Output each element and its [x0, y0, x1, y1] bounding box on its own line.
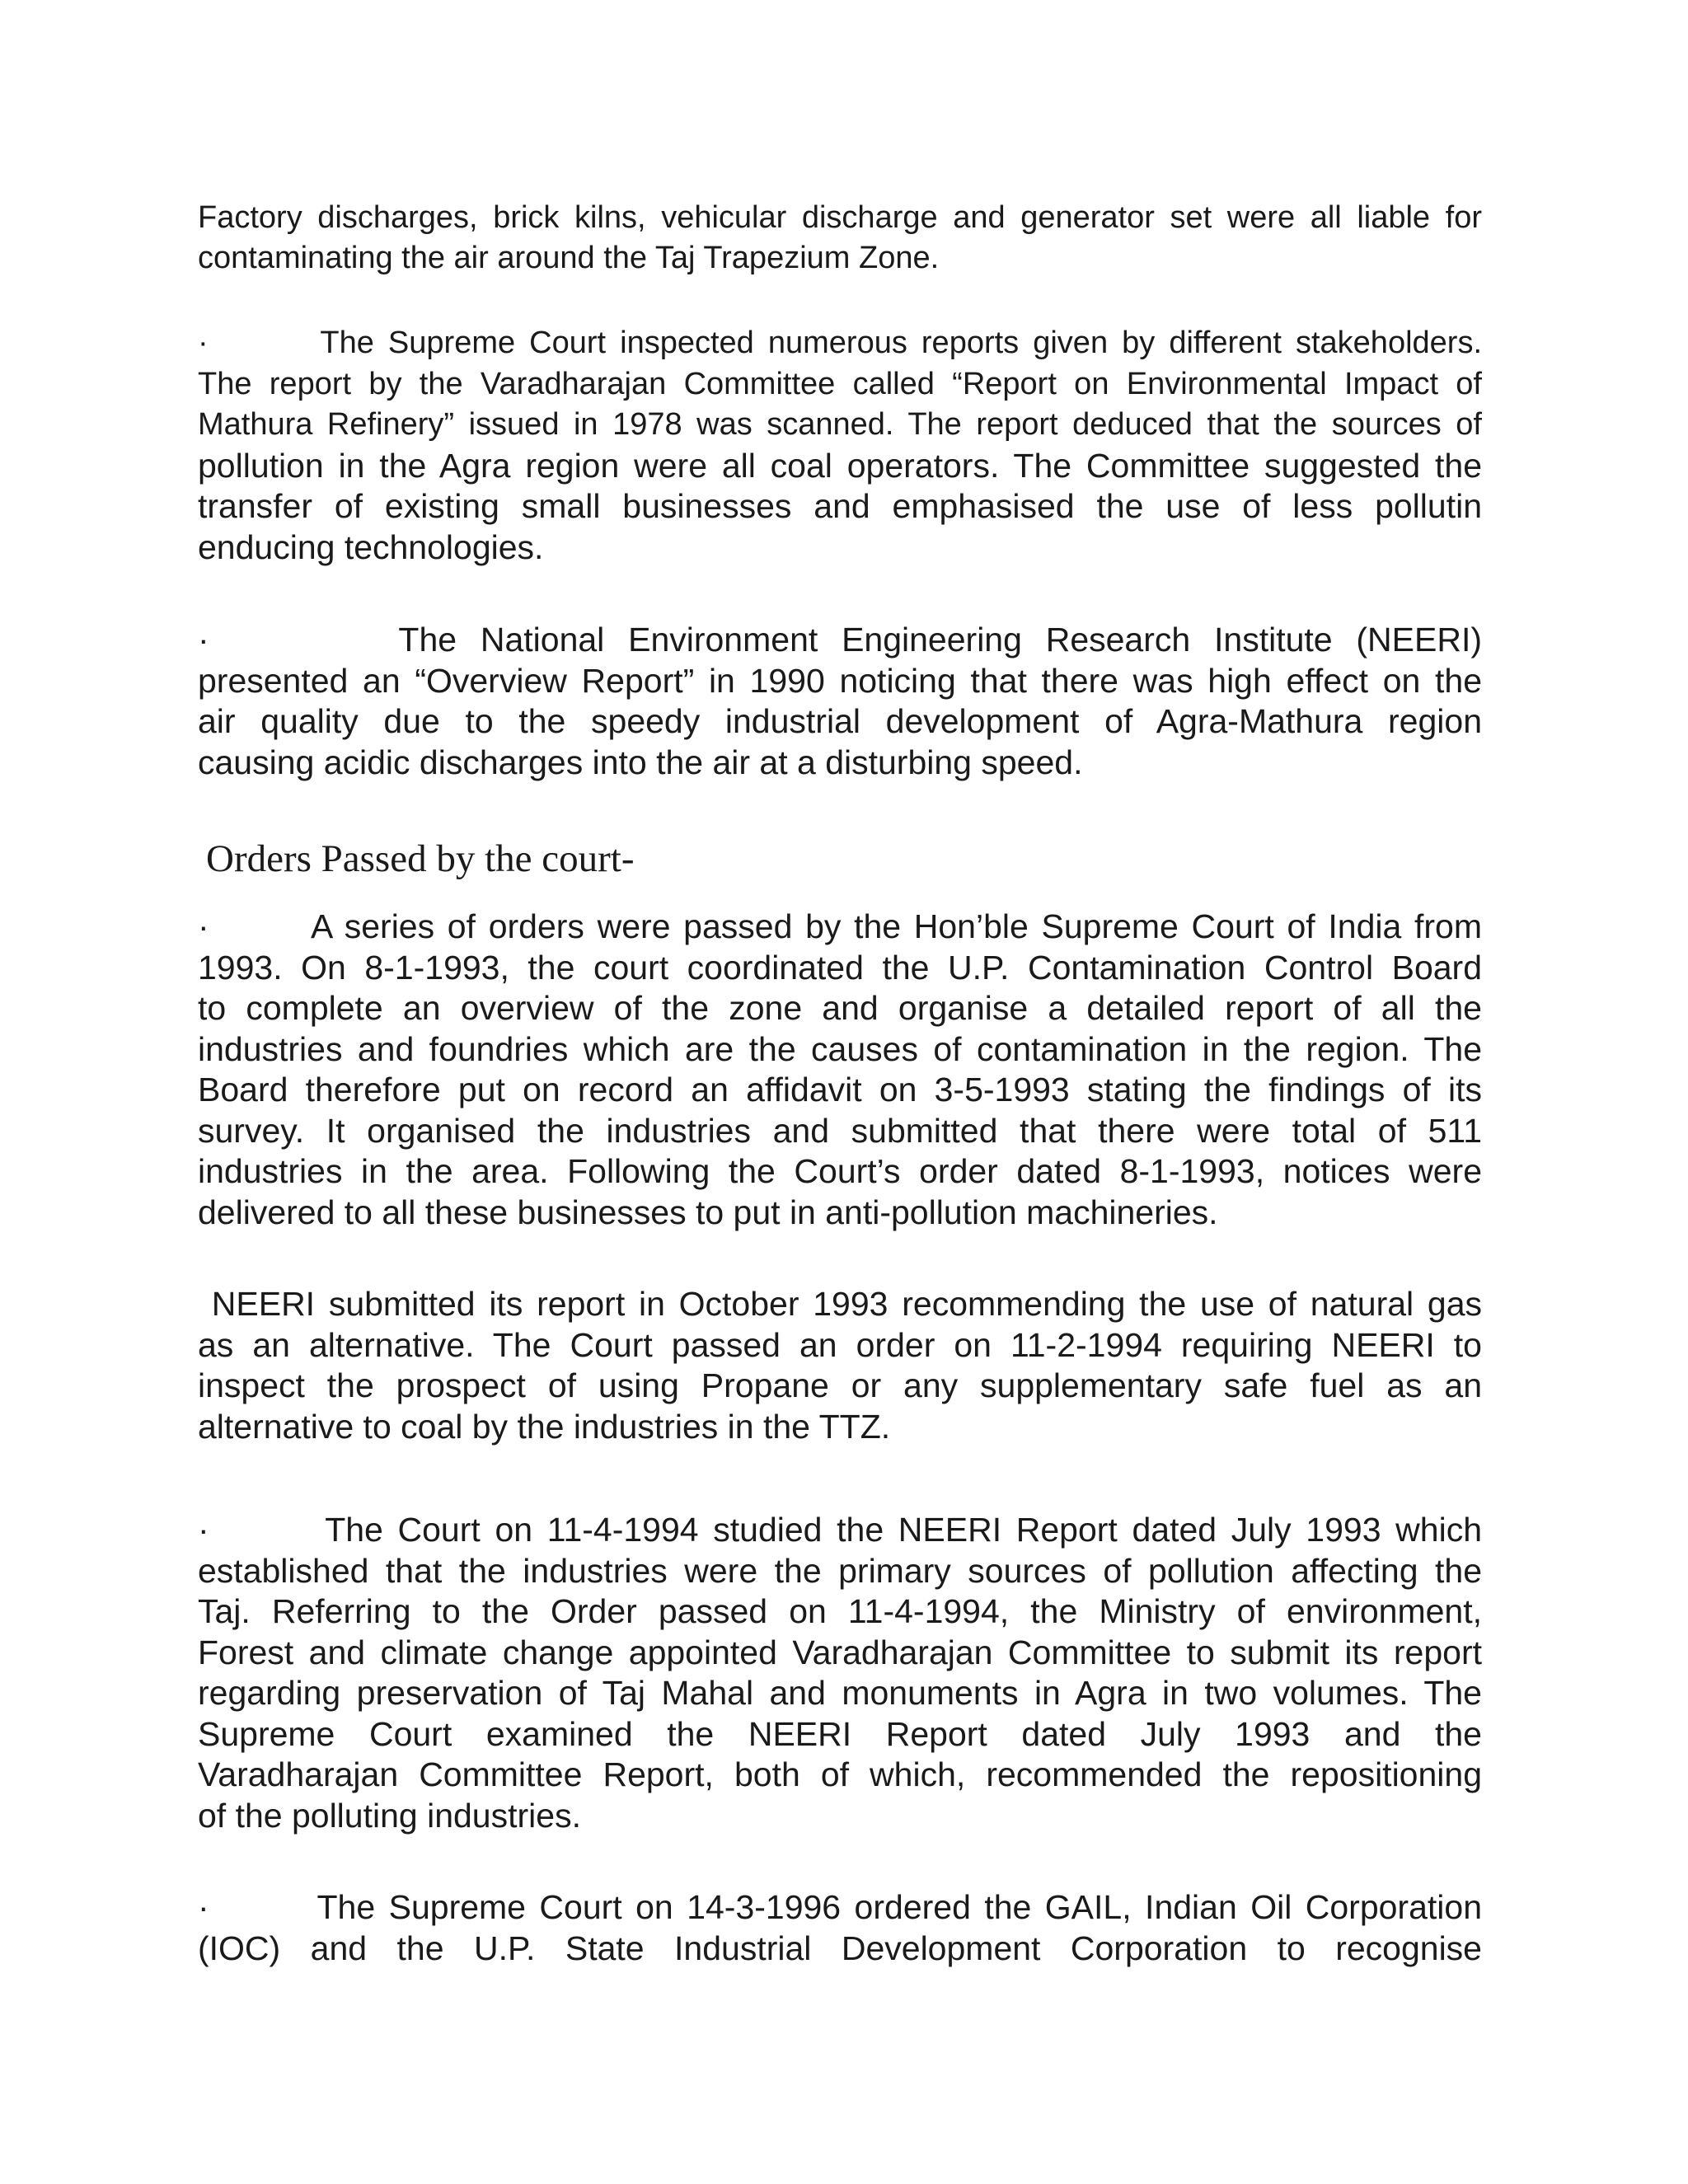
text-line: causing acidic discharges into the air at a disturbing speed.: [198, 743, 1083, 781]
paragraph-neeri-natural-gas: [198, 1284, 1482, 1447]
text-line: Supreme Court examined the NEERI Report dated July 1993 and the: [198, 1714, 1482, 1753]
text-line: presented an “Overview Report” in 1990 noticing that there was high effect on the: [198, 661, 1482, 700]
paragraph-orders-series: [198, 907, 1482, 1233]
paragraph-court-1994: [198, 1510, 1482, 1836]
text-line: 1993. On 8-1-1993, the court coordinated the U.P. Contamination Control Board: [198, 948, 1482, 987]
text-line: enducing technologies.: [198, 527, 544, 566]
text-line: air quality due to the speedy industrial development of Agra-Mathura region: [198, 702, 1482, 740]
text-line: established that the industries were the primary sources of pollution affecting the: [198, 1551, 1482, 1590]
text-line: of the polluting industries.: [198, 1796, 581, 1835]
text-line: NEERI submitted its report in October 1993 recommending the use of natural gas: [198, 1285, 1482, 1323]
paragraph-court-1996: [198, 1887, 1482, 1969]
paragraph-intro: [198, 198, 1482, 279]
text-line: pollution in the Agra region were all coal operators. The Committee suggested the: [198, 446, 1482, 485]
text-line: to complete an overview of the zone and organise a detailed report of all the: [198, 989, 1482, 1027]
text-line: Factory discharges, brick kilns, vehicular discharge and generator set were all liable for: [198, 200, 1482, 235]
text-line: industries and foundries which are the causes of contamination in the region. The: [198, 1029, 1482, 1068]
text-line: Mathura Refinery” issued in 1978 was scanned. The report deduced that the sources of: [198, 407, 1482, 442]
text-line: · The Supreme Court inspected numerous reports given by different stakeholders.: [198, 326, 1482, 360]
text-line: survey. It organised the industries and submitted that there were total of 511: [198, 1111, 1482, 1150]
text-line: industries in the area. Following the Court’s order dated 8-1-1993, notices were: [198, 1152, 1482, 1190]
text-line: alternative to coal by the industries in the TTZ.: [198, 1407, 891, 1446]
text-line: delivered to all these businesses to put in anti-pollution machineries.: [198, 1193, 1218, 1231]
text-line: · The Court on 11-4-1994 studied the NEERI Report dated July 1993 which: [198, 1511, 1482, 1549]
text-line: Board therefore put on record an affidavit on 3-5-1993 stating the findings of its: [198, 1071, 1482, 1108]
text-line: Forest and climate change appointed Varadharajan Committee to submit its report: [198, 1633, 1482, 1671]
text-line: as an alternative. The Court passed an order on 11-2-1994 requiring NEERI to: [198, 1325, 1482, 1364]
text-line: Taj. Referring to the Order passed on 11-4-1994, the Ministry of environment,: [198, 1592, 1482, 1630]
paragraph-neeri-overview: [198, 620, 1482, 783]
text-line: · The Supreme Court on 14-3-1996 ordered the GAIL, Indian Oil Corporation: [198, 1888, 1482, 1926]
text-line: inspect the prospect of using Propane or any supplementary safe fuel as an: [198, 1366, 1482, 1404]
paragraph-varadharajan-report: [198, 323, 1482, 568]
text-line: Varadharajan Committee Report, both of which, recommended the repositioning: [198, 1755, 1482, 1793]
text-line: · The National Environment Engineering Research Institute (NEERI): [198, 621, 1482, 658]
text-line: regarding preservation of Taj Mahal and monuments in Agra in two volumes. The: [198, 1674, 1482, 1712]
text-line: (IOC) and the U.P. State Industrial Development Corporation to recognise: [198, 1929, 1482, 1967]
text-line: The report by the Varadharajan Committee called “Report on Environmental Impact of: [198, 366, 1482, 401]
text-line: · A series of orders were passed by the Hon’ble Supreme Court of India from: [198, 907, 1482, 945]
text-line: transfer of existing small businesses and emphasised the use of less pollutin: [198, 487, 1482, 525]
section-heading: Orders Passed by the court-: [206, 837, 635, 880]
text-line: contaminating the air around the Taj Trapezium Zone.: [198, 241, 940, 275]
